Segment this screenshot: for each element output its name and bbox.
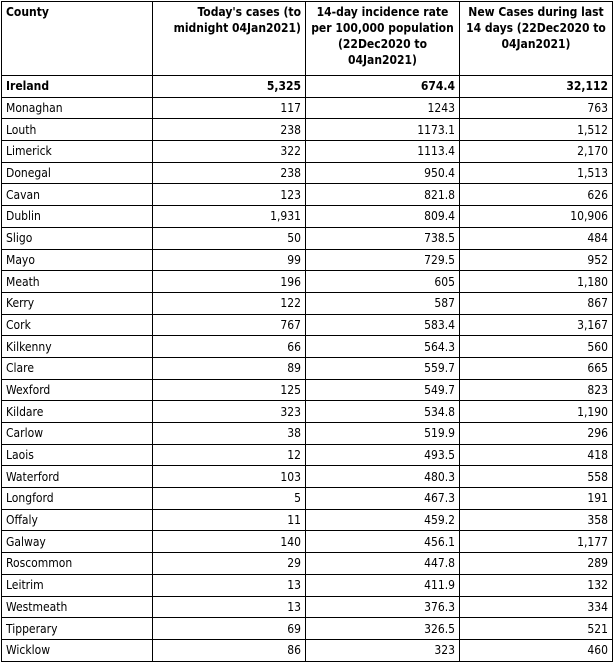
cell-incidence-rate: 411.9 [306, 574, 460, 596]
cell-county: Leitrim [2, 574, 153, 596]
cell-new-cases: 418 [460, 444, 613, 466]
cell-today-cases: 99 [153, 249, 306, 271]
cell-incidence-rate: 456.1 [306, 531, 460, 553]
table-row [2, 292, 613, 314]
cell-county: Waterford [2, 466, 153, 488]
cell-incidence-rate: 326.5 [306, 618, 460, 640]
cell-new-cases: 952 [460, 249, 613, 271]
table-row [2, 488, 613, 510]
cell-county: Donegal [2, 162, 153, 184]
table-row [2, 141, 613, 163]
cell-county: Kilkenny [2, 336, 153, 358]
cell-incidence-rate: 467.3 [306, 488, 460, 510]
cell-today-cases: 50 [153, 227, 306, 249]
cell-new-cases: 191 [460, 488, 613, 510]
cell-county: Dublin [2, 206, 153, 228]
cell-incidence-rate: 821.8 [306, 184, 460, 206]
table-row [2, 184, 613, 206]
cell-new-cases: 2,170 [460, 141, 613, 163]
cell-new-cases: 358 [460, 509, 613, 531]
cell-county: Carlow [2, 423, 153, 445]
cell-incidence-rate: 564.3 [306, 336, 460, 358]
cell-new-cases: 32,112 [460, 76, 613, 98]
cell-incidence-rate: 534.8 [306, 401, 460, 423]
cell-incidence-rate: 559.7 [306, 357, 460, 379]
table-row [2, 227, 613, 249]
cell-new-cases: 558 [460, 466, 613, 488]
cell-today-cases: 29 [153, 553, 306, 575]
cell-county: Wexford [2, 379, 153, 401]
cell-today-cases: 323 [153, 401, 306, 423]
header-county: County [2, 2, 153, 76]
table-row [2, 639, 613, 661]
cell-today-cases: 103 [153, 466, 306, 488]
cell-new-cases: 296 [460, 423, 613, 445]
table-row [2, 509, 613, 531]
cell-incidence-rate: 493.5 [306, 444, 460, 466]
table-row [2, 336, 613, 358]
cell-today-cases: 238 [153, 162, 306, 184]
cell-new-cases: 10,906 [460, 206, 613, 228]
cell-today-cases: 12 [153, 444, 306, 466]
cell-county: Sligo [2, 227, 153, 249]
cell-new-cases: 560 [460, 336, 613, 358]
table-row [2, 444, 613, 466]
cell-today-cases: 5,325 [153, 76, 306, 98]
cell-new-cases: 521 [460, 618, 613, 640]
cell-today-cases: 140 [153, 531, 306, 553]
header-incidence-rate: 14-day incidence rate per 100,000 population (22Dec2020 to 04Jan2021) [306, 2, 460, 76]
cell-incidence-rate: 729.5 [306, 249, 460, 271]
table-row [2, 574, 613, 596]
table-row [2, 379, 613, 401]
cell-new-cases: 867 [460, 292, 613, 314]
cell-incidence-rate: 1243 [306, 97, 460, 119]
cell-new-cases: 1,190 [460, 401, 613, 423]
table-row [2, 401, 613, 423]
cell-today-cases: 767 [153, 314, 306, 336]
cell-today-cases: 122 [153, 292, 306, 314]
cell-county: Wicklow [2, 639, 153, 661]
cell-today-cases: 125 [153, 379, 306, 401]
table-row-total [2, 76, 613, 98]
cell-incidence-rate: 950.4 [306, 162, 460, 184]
cell-today-cases: 38 [153, 423, 306, 445]
cell-new-cases: 1,177 [460, 531, 613, 553]
cell-new-cases: 1,513 [460, 162, 613, 184]
cell-county: Limerick [2, 141, 153, 163]
cell-today-cases: 66 [153, 336, 306, 358]
cell-new-cases: 823 [460, 379, 613, 401]
cell-county: Roscommon [2, 553, 153, 575]
cell-county: Mayo [2, 249, 153, 271]
table-row [2, 531, 613, 553]
table-row [2, 249, 613, 271]
cell-incidence-rate: 323 [306, 639, 460, 661]
cell-county: Cavan [2, 184, 153, 206]
cell-incidence-rate: 480.3 [306, 466, 460, 488]
cell-incidence-rate: 583.4 [306, 314, 460, 336]
cell-new-cases: 1,180 [460, 271, 613, 293]
table-row [2, 206, 613, 228]
cell-incidence-rate: 376.3 [306, 596, 460, 618]
cell-incidence-rate: 587 [306, 292, 460, 314]
cell-new-cases: 289 [460, 553, 613, 575]
cell-county: Cork [2, 314, 153, 336]
table-row [2, 314, 613, 336]
cell-today-cases: 11 [153, 509, 306, 531]
cell-today-cases: 123 [153, 184, 306, 206]
cell-new-cases: 334 [460, 596, 613, 618]
table-row [2, 119, 613, 141]
cell-today-cases: 117 [153, 97, 306, 119]
cell-county: Tipperary [2, 618, 153, 640]
cell-county: Monaghan [2, 97, 153, 119]
table-row [2, 596, 613, 618]
cell-new-cases: 763 [460, 97, 613, 119]
cell-incidence-rate: 1113.4 [306, 141, 460, 163]
cell-today-cases: 196 [153, 271, 306, 293]
cell-incidence-rate: 447.8 [306, 553, 460, 575]
header-today-cases: Today's cases (to midnight 04Jan2021) [153, 2, 306, 76]
table-row [2, 357, 613, 379]
cell-new-cases: 665 [460, 357, 613, 379]
cell-county: Clare [2, 357, 153, 379]
cell-incidence-rate: 1173.1 [306, 119, 460, 141]
cell-county: Offaly [2, 509, 153, 531]
cell-incidence-rate: 519.9 [306, 423, 460, 445]
table-row [2, 466, 613, 488]
cell-new-cases: 626 [460, 184, 613, 206]
cell-incidence-rate: 809.4 [306, 206, 460, 228]
table-row [2, 162, 613, 184]
cell-county: Kerry [2, 292, 153, 314]
cell-county: Westmeath [2, 596, 153, 618]
cell-incidence-rate: 605 [306, 271, 460, 293]
cell-incidence-rate: 674.4 [306, 76, 460, 98]
cell-county: Louth [2, 119, 153, 141]
cell-county: Galway [2, 531, 153, 553]
cell-new-cases: 1,512 [460, 119, 613, 141]
cell-new-cases: 132 [460, 574, 613, 596]
cell-today-cases: 13 [153, 596, 306, 618]
cell-new-cases: 3,167 [460, 314, 613, 336]
covid-cases-table [1, 1, 613, 662]
cell-county: Ireland [2, 76, 153, 98]
cell-new-cases: 460 [460, 639, 613, 661]
cell-county: Kildare [2, 401, 153, 423]
cell-incidence-rate: 549.7 [306, 379, 460, 401]
table-header-row [2, 2, 613, 76]
cell-today-cases: 238 [153, 119, 306, 141]
cell-today-cases: 5 [153, 488, 306, 510]
table-row [2, 423, 613, 445]
cell-county: Longford [2, 488, 153, 510]
cell-today-cases: 69 [153, 618, 306, 640]
table-row [2, 618, 613, 640]
cell-today-cases: 13 [153, 574, 306, 596]
table-row [2, 271, 613, 293]
cell-today-cases: 86 [153, 639, 306, 661]
cell-today-cases: 89 [153, 357, 306, 379]
cell-county: Laois [2, 444, 153, 466]
cell-today-cases: 322 [153, 141, 306, 163]
table-row [2, 553, 613, 575]
cell-county: Meath [2, 271, 153, 293]
header-new-cases: New Cases during last 14 days (22Dec2020 to 04Jan2021) [460, 2, 613, 76]
cell-incidence-rate: 738.5 [306, 227, 460, 249]
table-row [2, 97, 613, 119]
cell-today-cases: 1,931 [153, 206, 306, 228]
cell-incidence-rate: 459.2 [306, 509, 460, 531]
cell-new-cases: 484 [460, 227, 613, 249]
